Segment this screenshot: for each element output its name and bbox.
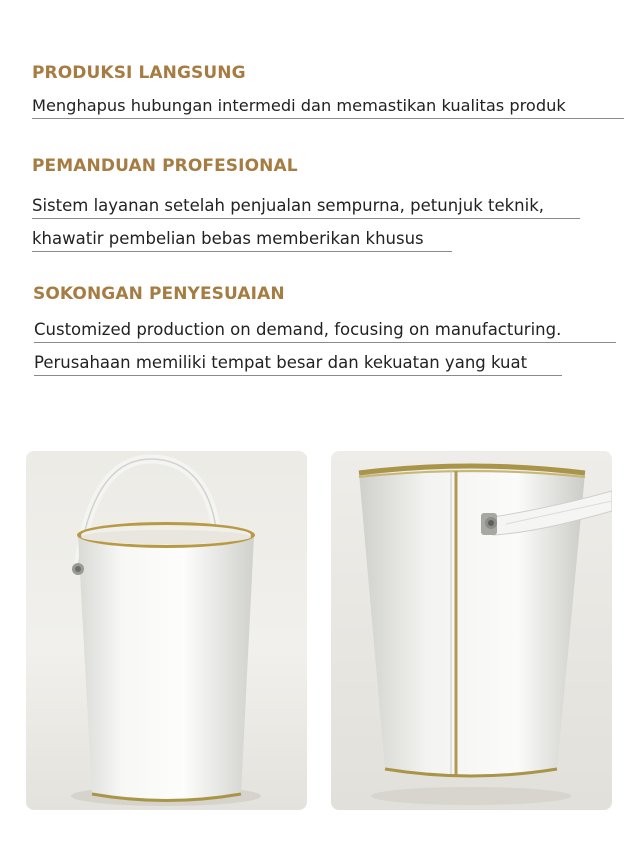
- section-text-line: Sistem layanan setelah penjualan sempurna, petunjuk teknik,: [32, 196, 580, 219]
- bucket-front-image: [26, 451, 307, 810]
- section-text-line: Menghapus hubungan intermedi dan memastikan kualitas produk: [32, 96, 624, 119]
- bucket-side-image: [331, 451, 612, 810]
- section-heading: SOKONGAN PENYESUAIAN: [33, 284, 285, 304]
- section-heading: PEMANDUAN PROFESIONAL: [32, 156, 298, 176]
- section-text-line: Perusahaan memiliki tempat besar dan kekuatan yang kuat: [34, 353, 562, 376]
- product-photo-bucket-side: [331, 451, 612, 810]
- product-photo-bucket-front: [26, 451, 307, 810]
- section-heading: PRODUKSI LANGSUNG: [32, 63, 246, 83]
- section-text-line: khawatir pembelian bebas memberikan khusus: [32, 229, 452, 252]
- section-text-line: Customized production on demand, focusing on manufacturing.: [34, 320, 616, 343]
